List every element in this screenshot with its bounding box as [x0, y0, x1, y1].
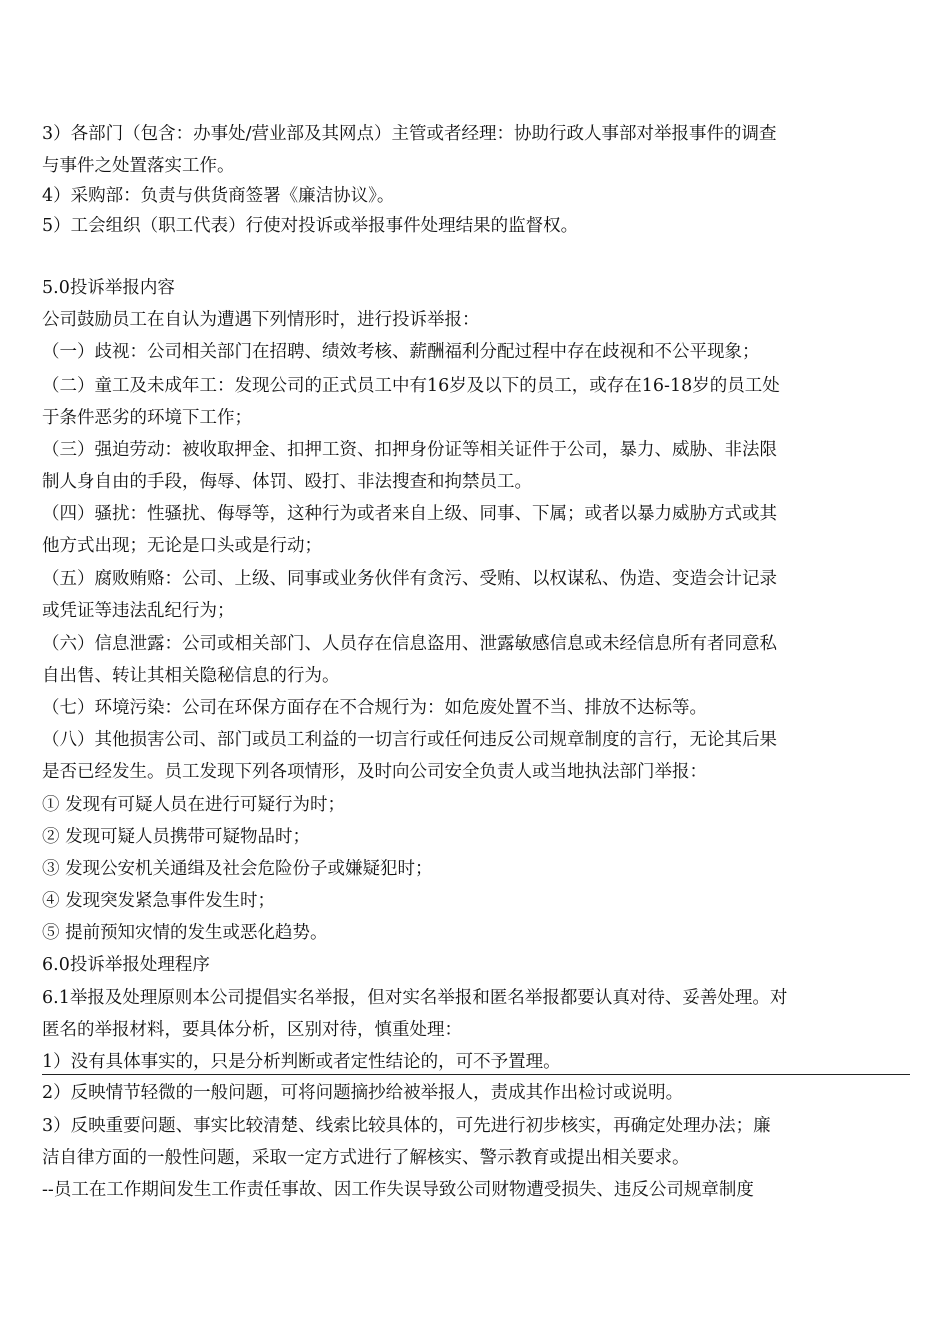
text-line: 2）反映情节轻微的一般问题，可将问题摘抄给被举报人，责成其作出检讨或说明。: [42, 1083, 684, 1103]
text-line: （三）强迫劳动：被收取押金、扣押工资、扣押身份证等相关证件于公司，暴力、威胁、非法限: [42, 440, 777, 460]
horizontal-rule: [42, 1074, 910, 1075]
text-line: （四）骚扰：性骚扰、侮辱等，这种行为或者来自上级、同事、下属；或者以暴力威胁方式或其: [42, 504, 777, 524]
text-line: （六）信息泄露：公司或相关部门、人员存在信息盗用、泄露敏感信息或未经信息所有者同意私: [42, 634, 777, 654]
text-line: 他方式出现；无论是口头或是行动；: [42, 536, 322, 556]
text-line: （八）其他损害公司、部门或员工利益的一切言行或任何违反公司规章制度的言行，无论其后果: [42, 730, 777, 750]
text-line: 与事件之处置落实工作。: [42, 156, 235, 176]
text-line: 制人身自由的手段，侮辱、体罚、殴打、非法搜查和拘禁员工。: [42, 472, 532, 492]
text-line: 1）没有具体事实的，只是分析判断或者定性结论的，可不予置理。: [42, 1052, 561, 1072]
text-line: 6.1举报及处理原则本公司提倡实名举报，但对实名举报和匿名举报都要认真对待、妥善处理。对: [42, 988, 788, 1008]
text-line: （一）歧视：公司相关部门在招聘、绩效考核、薪酬福利分配过程中存在歧视和不公平现象；: [42, 342, 760, 362]
list-item: ⑤ 提前预知灾情的发生或恶化趋势。: [42, 923, 328, 943]
section-heading: 5.0投诉举报内容: [42, 278, 175, 298]
list-item: ③ 发现公安机关通缉及社会危险份子或嫌疑犯时；: [42, 859, 433, 879]
text-line: 是否已经发生。员工发现下列各项情形，及时向公司安全负责人或当地执法部门举报：: [42, 762, 707, 782]
text-line: （二）童工及未成年工：发现公司的正式员工中有16岁及以下的员工，或存在16-18岁的员工处: [42, 376, 780, 396]
text-line: 4）采购部：负责与供货商签署《廉洁协议》。: [42, 186, 395, 206]
list-item: ② 发现可疑人员携带可疑物品时；: [42, 827, 311, 847]
text-line: 5）工会组织（职工代表）行使对投诉或举报事件处理结果的监督权。: [42, 216, 579, 236]
text-line: 洁自律方面的一般性问题，采取一定方式进行了解核实、警示教育或提出相关要求。: [42, 1148, 690, 1168]
list-item: ① 发现有可疑人员在进行可疑行为时；: [42, 795, 346, 815]
text-line: 匿名的举报材料，要具体分析，区别对待，慎重处理：: [42, 1020, 462, 1040]
text-line: 3）各部门（包含：办事处/营业部及其网点）主管或者经理：协助行政人事部对举报事件的调查: [42, 124, 777, 144]
text-line: 于条件恶劣的环境下工作；: [42, 408, 252, 428]
text-line: 或凭证等违法乱纪行为；: [42, 601, 235, 621]
section-heading: 6.0投诉举报处理程序: [42, 955, 210, 975]
list-item: ④ 发现突发紧急事件发生时；: [42, 891, 276, 911]
text-line: （七）环境污染：公司在环保方面存在不合规行为：如危废处置不当、排放不达标等。: [42, 698, 707, 718]
text-line: --员工在工作期间发生工作责任事故、因工作失误导致公司财物遭受损失、违反公司规章制度: [42, 1180, 754, 1200]
text-line: （五）腐败贿赂：公司、上级、同事或业务伙伴有贪污、受贿、以权谋私、伪造、变造会计记录: [42, 569, 777, 589]
text-line: 自出售、转让其相关隐秘信息的行为。: [42, 666, 340, 686]
text-line: 3）反映重要问题、事实比较清楚、线索比较具体的，可先进行初步核实，再确定处理办法；廉: [42, 1116, 771, 1136]
text-line: 公司鼓励员工在自认为遭遇下列情形时，进行投诉举报：: [42, 310, 480, 330]
